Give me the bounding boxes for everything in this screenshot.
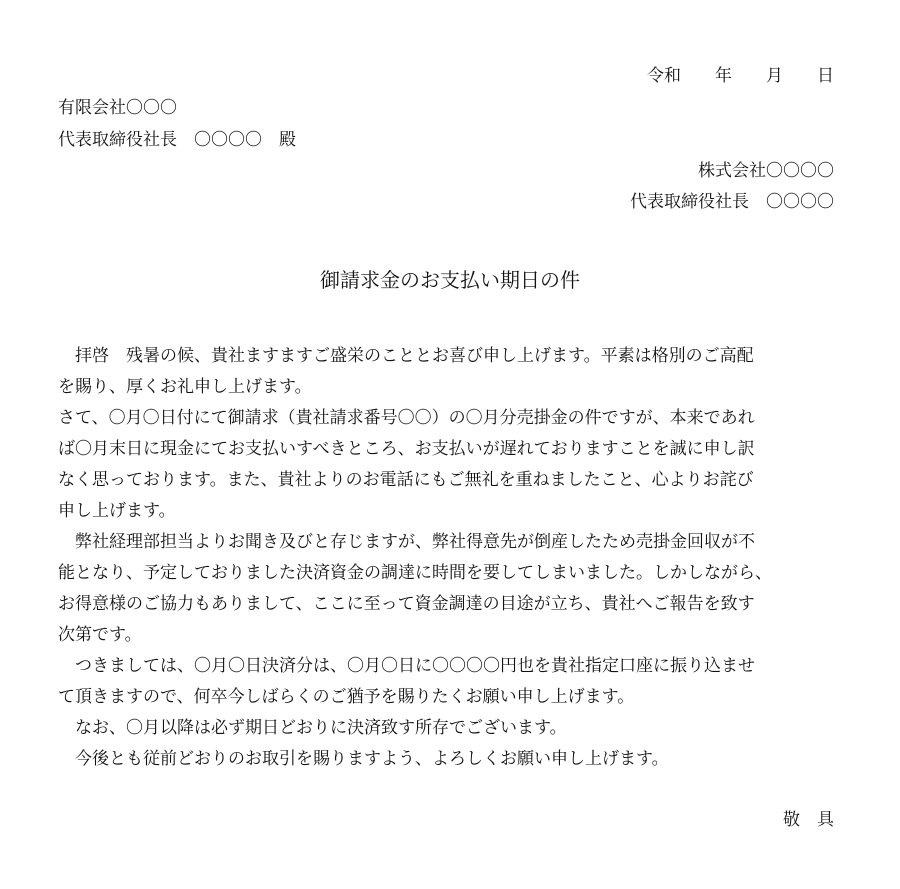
body-line: て頂きますので、何卒今しばらくのご猶予を賜りたくお願い申し上げます。 (58, 687, 635, 707)
sender-person: 代表取締役社長 〇〇〇〇 (630, 192, 834, 212)
body-line: 能となり、予定しておりました決済資金の調達に時間を要してしまいました。しかしながら、 (58, 563, 772, 583)
body-line: つきましては、〇月〇日決済分は、〇月〇日に〇〇〇〇円也を貴社指定口座に振り込ませ (58, 656, 755, 676)
body-line: さて、〇月〇日付にて御請求（貴社請求番号〇〇）の〇月分売掛金の件ですが、本来であれ (58, 408, 755, 428)
letter-date: 令和 年 月 日 (647, 66, 834, 86)
letter-title: 御請求金のお支払い期日の件 (320, 268, 580, 292)
body-line: を賜り、厚くお礼申し上げます。 (58, 377, 312, 397)
body-line: 今後とも従前どおりのお取引を賜りますよう、よろしくお願い申し上げます。 (58, 749, 669, 769)
sender-company: 株式会社〇〇〇〇 (698, 161, 834, 181)
body-line: 次第です。 (58, 625, 142, 645)
body-line: 弊社経理部担当よりお聞き及びと存じますが、弊社得意先が倒産したため売掛金回収が不 (58, 532, 755, 552)
closing-phrase: 敬 具 (783, 810, 834, 830)
body-line: なく思っております。また、貴社よりのお電話にもご無礼を重ねましたこと、心よりお詫び (58, 470, 754, 490)
body-line: ば〇月末日に現金にてお支払いすべきところ、お支払いが遅れておりますことを誠に申し訳 (58, 439, 755, 459)
body-line: 申し上げます。 (58, 501, 176, 521)
body-line: お得意様のご協力もありまして、ここに至って資金調達の目途が立ち、貴社へご報告を致す (58, 594, 755, 614)
body-line: なお、〇月以降は必ず期日どおりに決済致す所存でございます。 (58, 718, 567, 738)
recipient-company: 有限会社〇〇〇 (58, 98, 177, 118)
body-line: 拝啓 残暑の候、貴社ますますご盛栄のこととお喜び申し上げます。平素は格別のご高配 (58, 346, 754, 366)
recipient-person: 代表取締役社長 〇〇〇〇 殿 (58, 130, 296, 150)
